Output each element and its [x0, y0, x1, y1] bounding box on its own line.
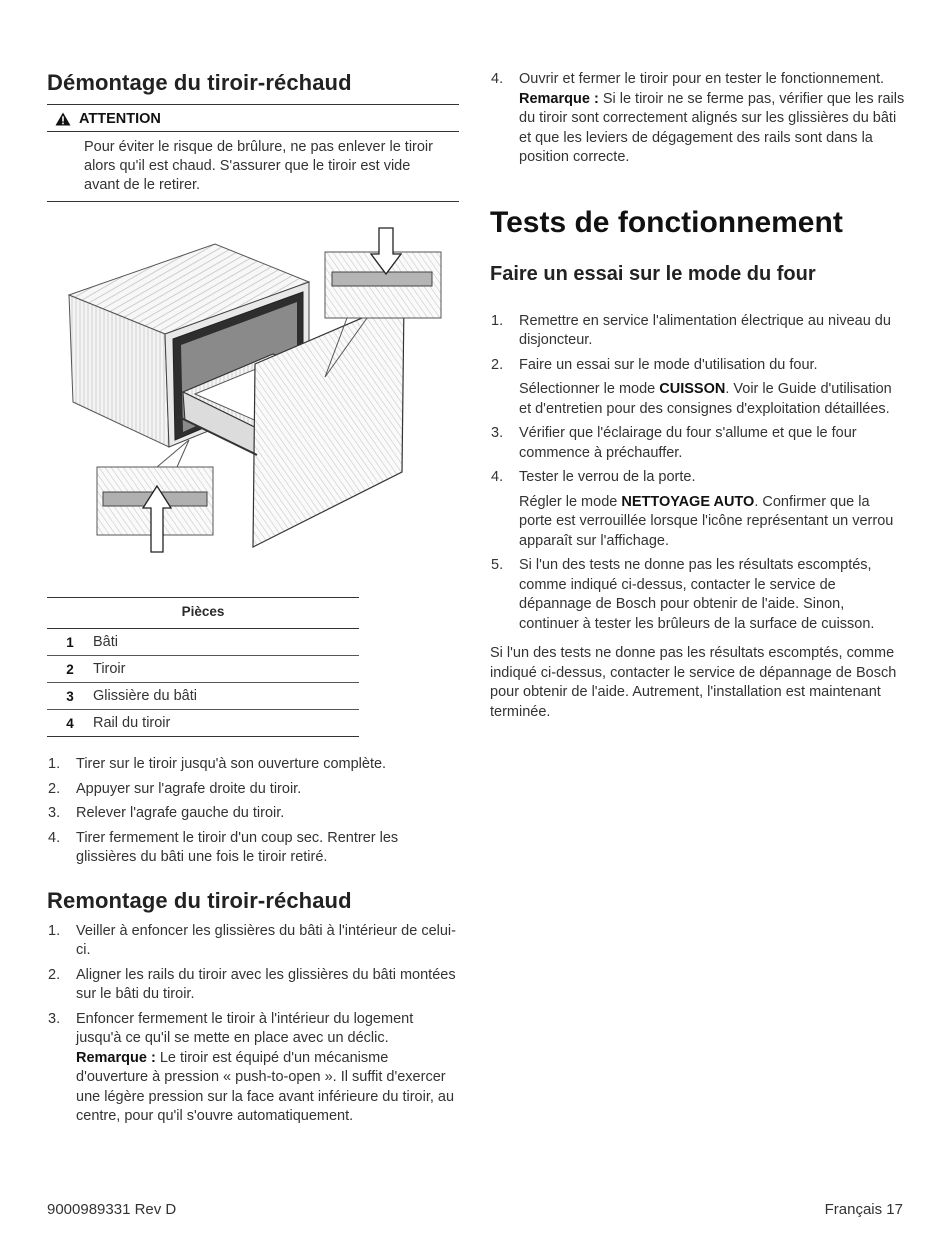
subsection-title: Faire un essai sur le mode du four [490, 262, 816, 285]
test-steps-cont [490, 424, 905, 488]
closing-paragraph: Si l'un des tests ne donne pas les résultats escomptés, comme indiqué ci-dessus, contacter le service de dépannage de Bosch pour obtenir de l'aide. Autrement, l'installation est maintenant terminée. [490, 645, 897, 720]
drawer-removal-figure [47, 202, 459, 572]
left-column [47, 70, 459, 1132]
note-label: Remarque : [519, 90, 599, 107]
test-steps [490, 312, 905, 376]
test-step-4-detail: Régler le mode NETTOYAGE AUTO. Confirmer que la porte est verrouillée lorsque l'icône représentant un verrou apparaît sur l'affichage. [519, 493, 894, 549]
parts-num: 3 [66, 688, 74, 704]
list-item: 4. Tester le verrou de la porte. [491, 469, 696, 485]
parts-row [47, 656, 359, 683]
list-item: 2. Aligner les rails du tiroir avec les glissières du bâti montées sur le bâti du tiroir. [48, 966, 456, 1002]
list-item: 2. Appuyer sur l'agrafe droite du tiroir. [48, 780, 302, 797]
removal-steps-continued [490, 70, 905, 168]
reinstall-steps [47, 922, 459, 1127]
section-title-removal: Démontage du tiroir-réchaud [47, 70, 352, 95]
drawer-illustration [47, 202, 459, 572]
parts-num: 2 [66, 661, 74, 677]
page-number: Français 17 [824, 1201, 903, 1218]
attention-label: ATTENTION [79, 111, 161, 127]
parts-table [47, 597, 359, 737]
removal-steps [47, 755, 459, 868]
list-item: 3. Enfoncer fermement le tiroir à l'intérieur du logement jusqu'à ce qu'il se mette en place avec un déclic. Remarque : Le tiroir est équipé d'un mécanisme d'ouverture à pression « push-to-open ». Il suffit d'exercer une légère pression sur la face avant inférieure du tiroir, au centre, pour qu'il s'ouvre automatiquement. [48, 1010, 455, 1124]
parts-num: 4 [66, 715, 74, 731]
main-title: Tests de fonctionnement [490, 205, 843, 239]
parts-row [47, 629, 359, 656]
list-item: 1. Tirer sur le tiroir jusqu'à son ouverture complète. [48, 756, 387, 772]
note-label: Remarque : [76, 1049, 156, 1066]
warning-triangle-icon [55, 112, 71, 126]
list-item: 4. Ouvrir et fermer le tiroir pour en tester le fonctionnement. Remarque : Si le tiroir ne se ferme pas, vérifier que les rails du tiroir sont correctement alignés sur les glissières du bâti et que les leviers de dégagement des rails sont dans la position correcte. [491, 71, 905, 165]
attention-text: Pour éviter le risque de brûlure, ne pas enlever le tiroir alors qu'il est chaud. S'assurer que le tiroir est vide avant de le retirer. [84, 139, 433, 193]
parts-label: Tiroir [93, 661, 126, 677]
right-column [490, 70, 905, 722]
list-item: 2. Faire un essai sur le mode d'utilisation du four. [491, 356, 818, 373]
document-number: 9000989331 Rev D [47, 1201, 177, 1218]
parts-label: Bâti [93, 634, 118, 650]
attention-header [47, 105, 459, 131]
list-item: 5. Si l'un des tests ne donne pas les résultats escomptés, comme indiqué ci-dessus, contacter le service de dépannage de Bosch pour obtenir de l'aide. Sinon, continuer à tester les brûleurs de la surface de cuisson. [491, 557, 875, 632]
list-item: 4. Tirer fermement le tiroir d'un coup sec. Rentrer les glissières du bâti une fois le tiroir retiré. [48, 829, 399, 865]
list-item: 1. Veiller à enfoncer les glissières du bâti à l'intérieur de celui-ci. [48, 922, 456, 958]
list-item: 3. Vérifier que l'éclairage du four s'allume et que le four commence à préchauffer. [491, 425, 857, 461]
test-steps-final [490, 556, 905, 634]
parts-table-header: Pièces [47, 598, 359, 629]
list-item: 3. Relever l'agrafe gauche du tiroir. [48, 805, 285, 821]
parts-row [47, 710, 359, 736]
parts-label: Glissière du bâti [93, 688, 197, 704]
parts-num: 1 [66, 634, 74, 650]
parts-row [47, 683, 359, 710]
list-item: 1. Remettre en service l'alimentation électrique au niveau du disjoncteur. [491, 312, 891, 348]
section-title-reinstall: Remontage du tiroir-réchaud [47, 887, 352, 913]
test-step-2-detail: Sélectionner le mode CUISSON. Voir le Guide d'utilisation et d'entretien pour des consignes d'exploitation détaillées. [519, 381, 892, 417]
parts-label: Rail du tiroir [93, 715, 171, 731]
